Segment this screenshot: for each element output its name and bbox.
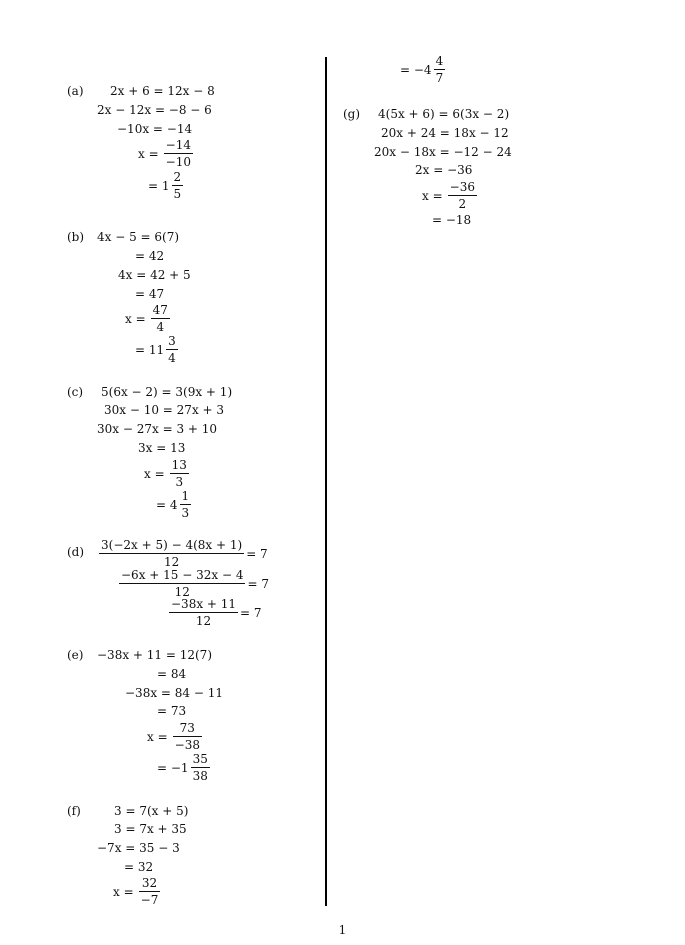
d-line-1: $\frac{3(-2x + 5) - 4(8x + 1)}{12}$ = 7 [101, 538, 268, 569]
fraction: $\frac{-36}{2}$ [449, 180, 475, 211]
e-line-2: = 84 [157, 667, 187, 681]
fraction: $\frac{-38x + 11}{12}$ [171, 597, 237, 628]
g-line-5: x = $\frac{-36}{2}$ [422, 180, 475, 211]
b-line-3: 4x = 42 + 5 [118, 268, 191, 282]
fraction: $\frac{13}{3}$ [171, 458, 187, 489]
b-line-1: 4x − 5 = 6(7) [97, 230, 180, 244]
label-e: (e) [67, 648, 84, 662]
c-line-1: 5(6x − 2) = 3(9x + 1) [101, 385, 233, 399]
fraction: $\frac{73}{-38}$ [174, 721, 200, 752]
f-line-2: 3 = 7x + 35 [114, 822, 187, 836]
e-line-6: = −1 $\frac{35}{38}$ [157, 752, 208, 783]
g-line-4: 2x = −36 [415, 163, 473, 177]
fraction: $\frac{3}{4}$ [168, 334, 176, 365]
f-line-3: −7x = 35 − 3 [97, 841, 180, 855]
fraction: $\frac{-6x + 15 - 32x - 4}{12}$ [121, 568, 244, 599]
d-line-3: $\frac{-38x + 11}{12}$ = 7 [171, 597, 262, 628]
a-line-2: 2x − 12x = −8 − 6 [97, 103, 212, 117]
c-line-6: = 4 $\frac{1}{3}$ [156, 489, 190, 520]
label-g: (g) [343, 107, 361, 121]
b-line-6: = 11 $\frac{3}{4}$ [135, 334, 176, 365]
column-divider [325, 57, 327, 906]
e-line-4: = 73 [157, 704, 187, 718]
a-line-3: −10x = −14 [117, 122, 193, 136]
e-line-3: −38x = 84 − 11 [125, 686, 223, 700]
b-line-2: = 42 [135, 249, 165, 263]
f-line-5: x = $\frac{32}{-7}$ [113, 876, 159, 907]
fraction: $\frac{3(-2x + 5) - 4(8x + 1)}{12}$ [101, 538, 243, 569]
fraction: $\frac{2}{5}$ [173, 170, 182, 201]
d-line-2: $\frac{-6x + 15 - 32x - 4}{12}$ = 7 [121, 568, 269, 599]
f-line-4: = 32 [124, 860, 154, 874]
a-line-5: = 1 $\frac{2}{5}$ [148, 170, 182, 201]
e-line-5: x = $\frac{73}{-38}$ [147, 721, 200, 752]
b-line-5: x = $\frac{47}{4}$ [125, 303, 168, 334]
g-line-6: = −18 [432, 213, 472, 227]
fraction: $\frac{-14}{-10}$ [165, 138, 191, 169]
fraction: $\frac{32}{-7}$ [140, 876, 159, 907]
c-line-5: x = $\frac{13}{3}$ [144, 458, 187, 489]
a-line-1: 2x + 6 = 12x − 8 [110, 84, 215, 98]
label-c: (c) [67, 385, 84, 399]
label-f: (f) [67, 804, 81, 818]
fraction: $\frac{35}{38}$ [192, 752, 208, 783]
label-b: (b) [67, 230, 85, 244]
page-number: 1 [338, 923, 347, 937]
b-line-4: = 47 [135, 287, 165, 301]
c-line-2: 30x − 10 = 27x + 3 [104, 403, 225, 417]
fraction: $\frac{47}{4}$ [152, 303, 168, 334]
g-line-3: 20x − 18x = −12 − 24 [374, 145, 512, 159]
label-d: (d) [67, 545, 85, 559]
g-line-1: 4(5x + 6) = 6(3x − 2) [378, 107, 510, 121]
e-line-1: −38x + 11 = 12(7) [97, 648, 212, 662]
a-line-4: x = $\frac{-14}{-10}$ [138, 138, 191, 169]
f-continued-line: = −4 $\frac{4}{7}$ [400, 54, 444, 85]
c-line-3: 30x − 27x = 3 + 10 [97, 422, 218, 436]
g-line-2: 20x + 24 = 18x − 12 [381, 126, 509, 140]
fraction: $\frac{4}{7}$ [435, 54, 444, 85]
f-line-1: 3 = 7(x + 5) [114, 804, 189, 818]
label-a: (a) [67, 84, 84, 98]
fraction: $\frac{1}{3}$ [181, 489, 190, 520]
c-line-4: 3x = 13 [138, 441, 186, 455]
